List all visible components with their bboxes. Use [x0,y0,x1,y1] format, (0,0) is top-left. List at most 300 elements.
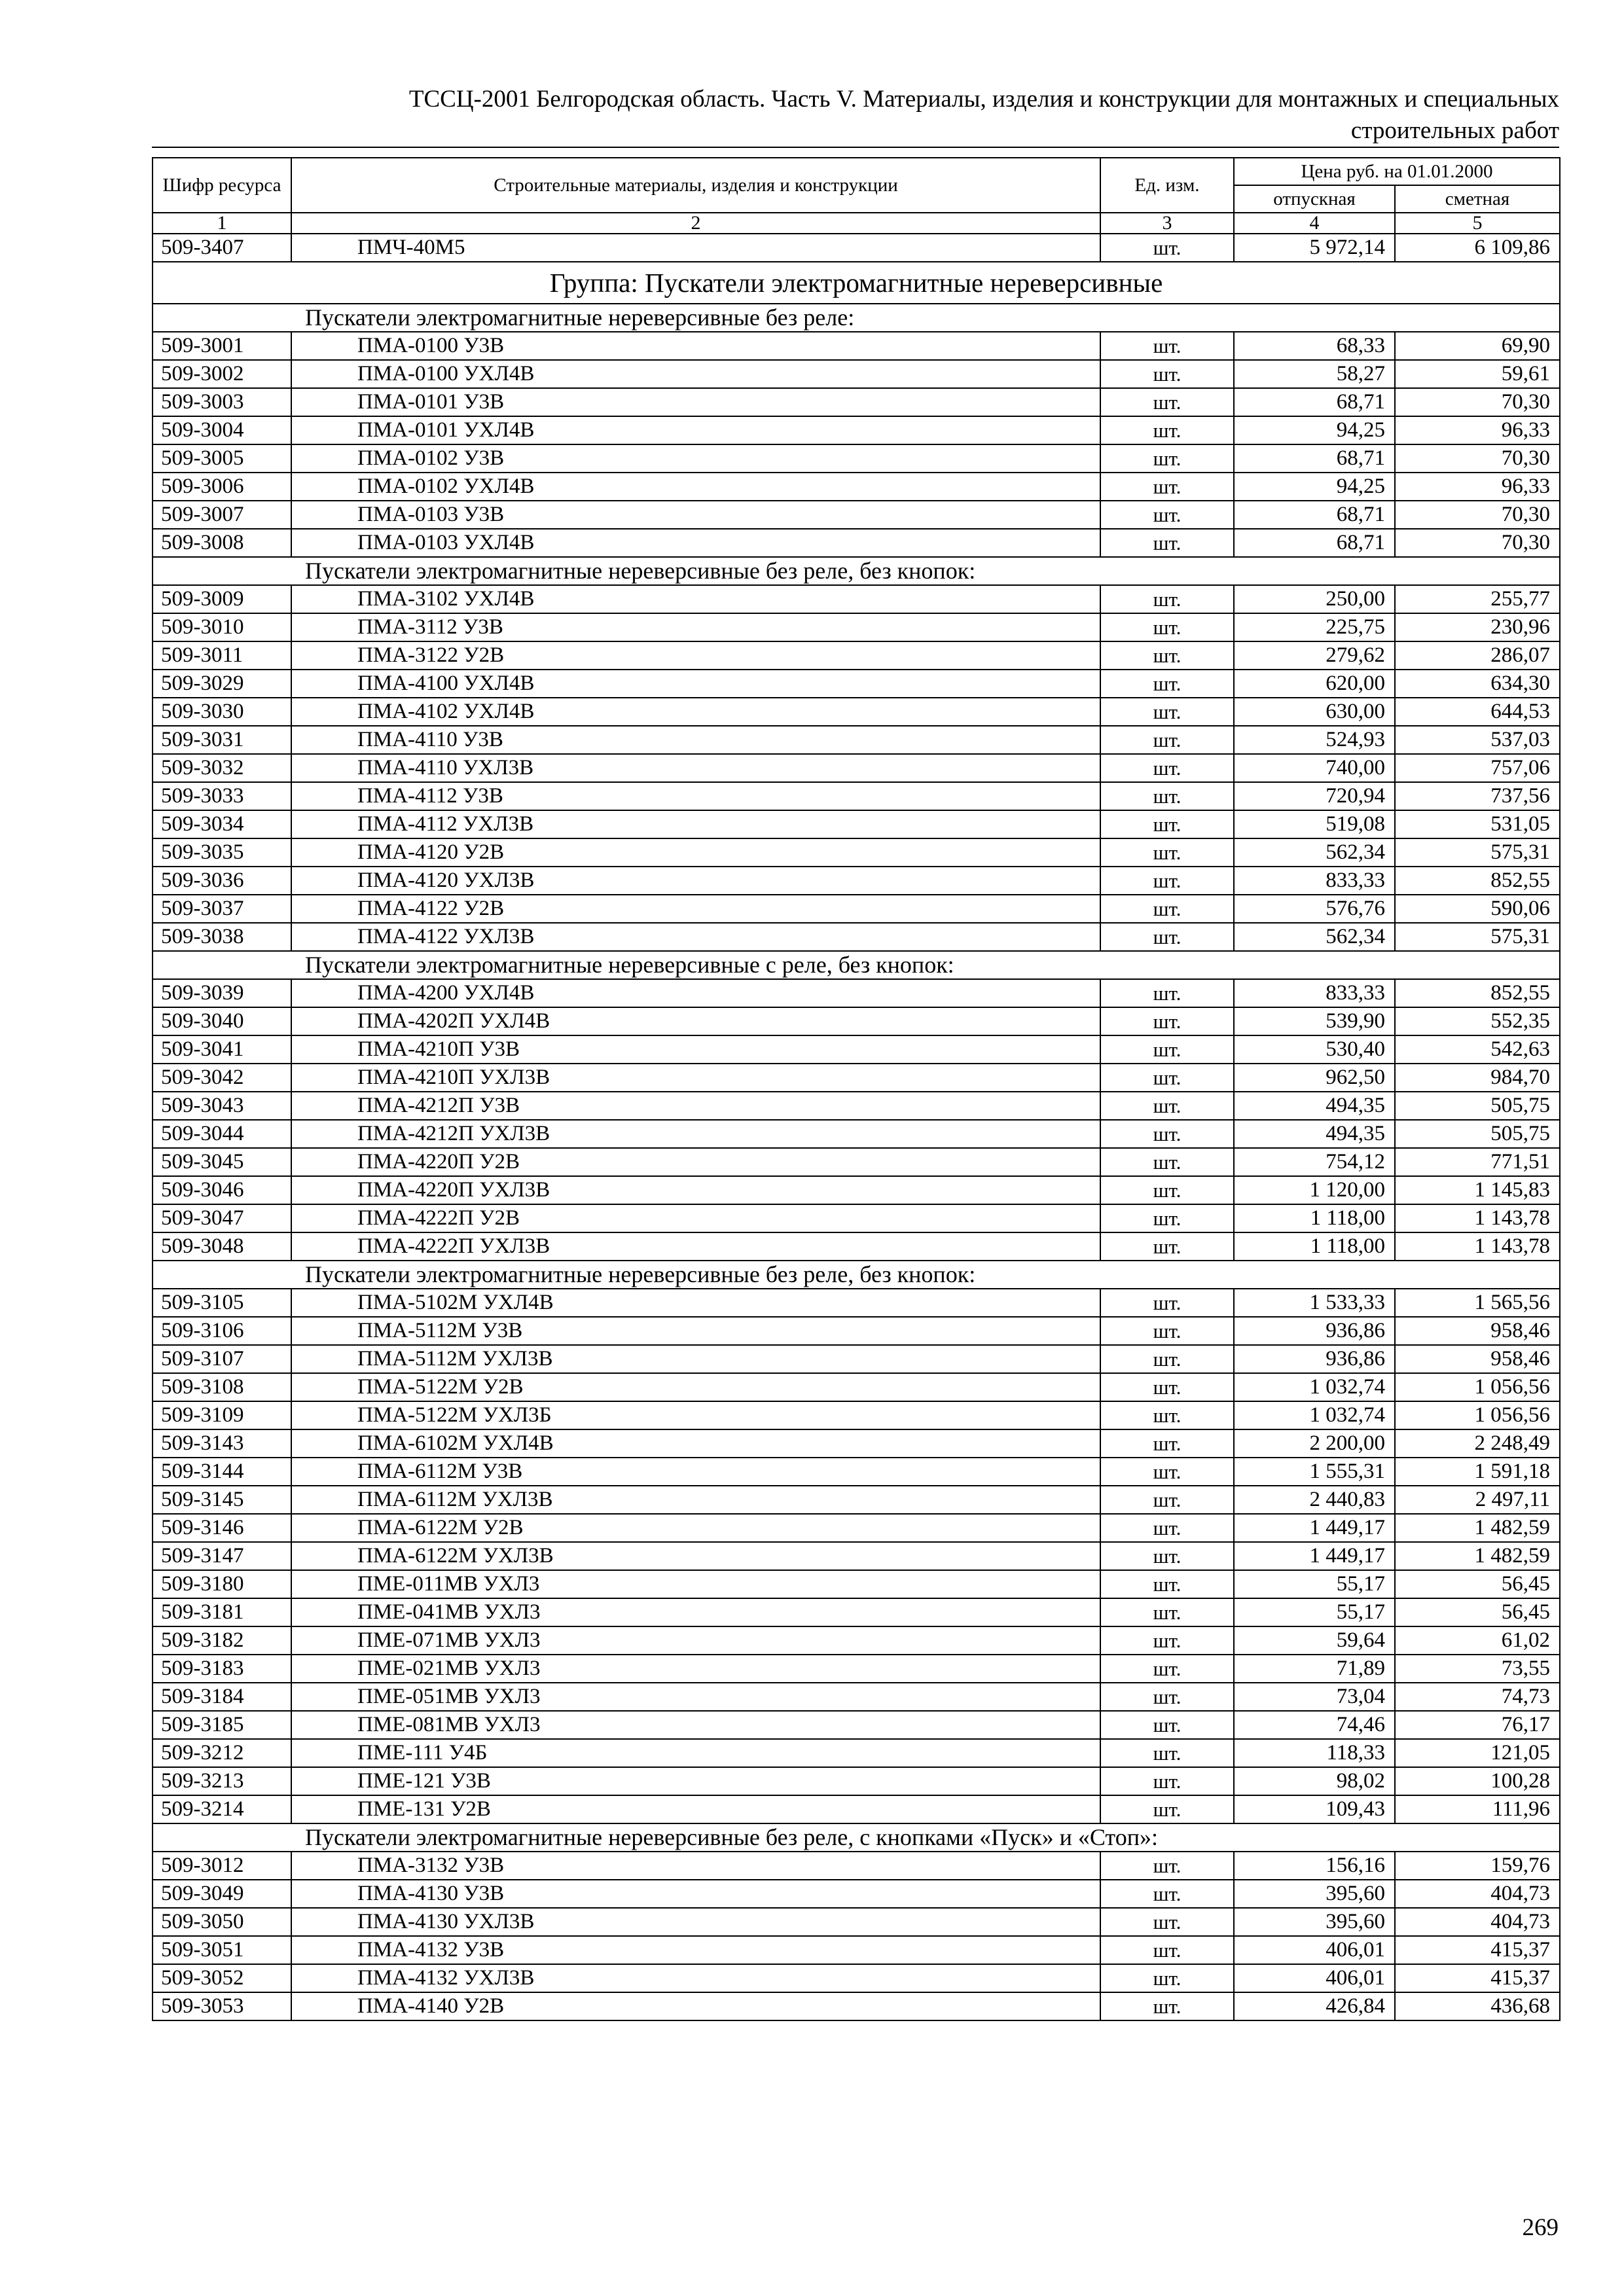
cell-name: ПМА-0101 У3В [291,388,1100,416]
cell-unit: шт. [1100,1317,1234,1345]
cell-estimate-price: 1 143,78 [1395,1204,1560,1232]
cell-name: ПМА-6122М УХЛ3В [291,1542,1100,1570]
cell-code: 509-3007 [153,501,291,529]
cell-name: ПМА-4100 УХЛ4В [291,670,1100,698]
cell-release-price: 494,35 [1234,1120,1395,1148]
cell-unit: шт. [1100,1232,1234,1261]
table-body [153,234,1560,2020]
cell-estimate-price: 634,30 [1395,670,1560,698]
table-row [153,1880,1560,1908]
cell-name: ПМА-4212П У3В [291,1092,1100,1120]
cell-name: ПМА-4132 УХЛ3В [291,1964,1100,1992]
cell-name: ПМА-4200 УХЛ4В [291,979,1100,1007]
cell-unit: шт. [1100,1204,1234,1232]
cell-release-price: 406,01 [1234,1936,1395,1964]
cell-code: 509-3213 [153,1767,291,1795]
cell-release-price: 68,71 [1234,444,1395,473]
table-row [153,388,1560,416]
cell-code: 509-3009 [153,585,291,613]
cell-code: 509-3212 [153,1739,291,1767]
cell-estimate-price: 159,76 [1395,1852,1560,1880]
subgroup-heading-row [153,1823,1560,1852]
cell-name: ПМА-4130 УХЛ3В [291,1908,1100,1936]
cell-unit: шт. [1100,1092,1234,1120]
cell-code: 509-3012 [153,1852,291,1880]
cell-release-price: 71,89 [1234,1655,1395,1683]
cell-code: 509-3035 [153,838,291,867]
cell-code: 509-3037 [153,895,291,923]
group-heading: Группа: Пускатели электромагнитные нереверсивные [153,262,1560,304]
cell-unit: шт. [1100,1964,1234,1992]
table-row [153,529,1560,557]
cell-name: ПМА-4132 У3В [291,1936,1100,1964]
table-row [153,1626,1560,1655]
cell-name: ПМА-0101 УХЛ4В [291,416,1100,444]
table-row [153,895,1560,923]
cell-release-price: 94,25 [1234,416,1395,444]
table-row [153,1514,1560,1542]
cell-code: 509-3039 [153,979,291,1007]
cell-estimate-price: 56,45 [1395,1570,1560,1598]
table-header [153,158,1560,234]
table-row [153,1345,1560,1373]
table-row [153,1232,1560,1261]
cell-name: ПМА-0102 УХЛ4В [291,473,1100,501]
cell-estimate-price: 61,02 [1395,1626,1560,1655]
cell-code: 509-3008 [153,529,291,557]
page-number: 269 [1522,2214,1559,2241]
cell-name: ПМЕ-111 У4Б [291,1739,1100,1767]
cell-name: ПМА-0102 У3В [291,444,1100,473]
price-table [152,157,1561,2021]
cell-code: 509-3033 [153,782,291,810]
cell-code: 509-3180 [153,1570,291,1598]
cell-release-price: 406,01 [1234,1964,1395,1992]
cell-estimate-price: 111,96 [1395,1795,1560,1823]
cell-name: ПМА-4110 УХЛ3В [291,754,1100,782]
cell-release-price: 1 533,33 [1234,1289,1395,1317]
table-row [153,473,1560,501]
cell-name: ПМА-4112 УХЛ3В [291,810,1100,838]
cell-code: 509-3006 [153,473,291,501]
column-number: 1 [153,213,291,234]
cell-estimate-price: 984,70 [1395,1064,1560,1092]
cell-unit: шт. [1100,1767,1234,1795]
table-row [153,1486,1560,1514]
cell-code: 509-3038 [153,923,291,951]
cell-code: 509-3029 [153,670,291,698]
header-code: Шифр ресурса [153,158,291,213]
table-row [153,360,1560,388]
cell-release-price: 1 449,17 [1234,1542,1395,1570]
cell-name: ПМА-5122М УХЛ3Б [291,1401,1100,1429]
cell-code: 509-3003 [153,388,291,416]
cell-code: 509-3043 [153,1092,291,1120]
cell-name: ПМА-4220П У2В [291,1148,1100,1176]
cell-unit: шт. [1100,782,1234,810]
cell-name: ПМА-4110 У3В [291,726,1100,754]
cell-estimate-price: 436,68 [1395,1992,1560,2020]
cell-unit: шт. [1100,1936,1234,1964]
cell-unit: шт. [1100,1007,1234,1035]
cell-code: 509-3145 [153,1486,291,1514]
table-row [153,1289,1560,1317]
cell-code: 509-3109 [153,1401,291,1429]
cell-release-price: 59,64 [1234,1626,1395,1655]
cell-release-price: 562,34 [1234,923,1395,951]
cell-code: 509-3041 [153,1035,291,1064]
table-row [153,1964,1560,1992]
cell-estimate-price: 1 056,56 [1395,1401,1560,1429]
cell-unit: шт. [1100,360,1234,388]
table-row [153,1458,1560,1486]
cell-estimate-price: 404,73 [1395,1908,1560,1936]
table-row [153,416,1560,444]
cell-estimate-price: 6 109,86 [1395,234,1560,262]
table-row [153,923,1560,951]
cell-release-price: 576,76 [1234,895,1395,923]
cell-name: ПМА-4112 У3В [291,782,1100,810]
cell-unit: шт. [1100,1598,1234,1626]
cell-unit: шт. [1100,1626,1234,1655]
cell-release-price: 962,50 [1234,1064,1395,1092]
table-row [153,670,1560,698]
cell-release-price: 539,90 [1234,1007,1395,1035]
subgroup-heading-row [153,1261,1560,1289]
cell-estimate-price: 70,30 [1395,444,1560,473]
cell-release-price: 68,71 [1234,529,1395,557]
cell-unit: шт. [1100,1852,1234,1880]
cell-name: ПМА-4120 У2В [291,838,1100,867]
table-row [153,1598,1560,1626]
cell-unit: шт. [1100,867,1234,895]
cell-code: 509-3036 [153,867,291,895]
cell-release-price: 58,27 [1234,360,1395,388]
cell-name: ПМА-4122 У2В [291,895,1100,923]
cell-release-price: 1 449,17 [1234,1514,1395,1542]
cell-release-price: 1 118,00 [1234,1204,1395,1232]
cell-name: ПМА-3102 УХЛ4В [291,585,1100,613]
cell-unit: шт. [1100,641,1234,670]
table-row [153,585,1560,613]
cell-estimate-price: 531,05 [1395,810,1560,838]
column-number: 4 [1234,213,1395,234]
cell-estimate-price: 230,96 [1395,613,1560,641]
table-row [153,1204,1560,1232]
group-heading-row [153,262,1560,304]
table-row [153,613,1560,641]
cell-unit: шт. [1100,726,1234,754]
cell-code: 509-3106 [153,1317,291,1345]
table-row [153,1064,1560,1092]
cell-unit: шт. [1100,1992,1234,2020]
cell-unit: шт. [1100,1120,1234,1148]
cell-estimate-price: 590,06 [1395,895,1560,923]
cell-unit: шт. [1100,810,1234,838]
cell-unit: шт. [1100,1458,1234,1486]
table-row [153,1429,1560,1458]
cell-release-price: 156,16 [1234,1852,1395,1880]
cell-unit: шт. [1100,416,1234,444]
table-row [153,810,1560,838]
cell-unit: шт. [1100,1514,1234,1542]
cell-name: ПМА-5102М УХЛ4В [291,1289,1100,1317]
cell-release-price: 98,02 [1234,1767,1395,1795]
subgroup-heading: Пускатели электромагнитные нереверсивные без реле, без кнопок: [153,557,1560,585]
cell-release-price: 68,71 [1234,501,1395,529]
cell-estimate-price: 96,33 [1395,416,1560,444]
cell-name: ПМА-3122 У2В [291,641,1100,670]
cell-code: 509-3181 [153,1598,291,1626]
table-row [153,1767,1560,1795]
cell-release-price: 250,00 [1234,585,1395,613]
cell-code: 509-3050 [153,1908,291,1936]
cell-name: ПМА-4122 УХЛ3В [291,923,1100,951]
cell-release-price: 519,08 [1234,810,1395,838]
cell-code: 509-3143 [153,1429,291,1458]
cell-unit: шт. [1100,585,1234,613]
cell-code: 509-3032 [153,754,291,782]
cell-unit: шт. [1100,1148,1234,1176]
cell-unit: шт. [1100,234,1234,262]
subgroup-heading: Пускатели электромагнитные нереверсивные без реле: [153,304,1560,332]
cell-release-price: 225,75 [1234,613,1395,641]
cell-release-price: 55,17 [1234,1570,1395,1598]
cell-estimate-price: 1 056,56 [1395,1373,1560,1401]
cell-release-price: 754,12 [1234,1148,1395,1176]
cell-release-price: 620,00 [1234,670,1395,698]
cell-release-price: 936,86 [1234,1345,1395,1373]
cell-estimate-price: 70,30 [1395,501,1560,529]
cell-estimate-price: 737,56 [1395,782,1560,810]
cell-code: 509-3004 [153,416,291,444]
table-row [153,1908,1560,1936]
cell-name: ПМЕ-011МВ УХЛ3 [291,1570,1100,1598]
cell-unit: шт. [1100,895,1234,923]
cell-estimate-price: 415,37 [1395,1964,1560,1992]
cell-unit: шт. [1100,979,1234,1007]
cell-code: 509-3052 [153,1964,291,1992]
cell-release-price: 530,40 [1234,1035,1395,1064]
cell-unit: шт. [1100,1908,1234,1936]
cell-name: ПМА-0100 У3В [291,332,1100,360]
cell-release-price: 5 972,14 [1234,234,1395,262]
cell-code: 509-3031 [153,726,291,754]
cell-name: ПМА-4212П УХЛ3В [291,1120,1100,1148]
cell-release-price: 68,71 [1234,388,1395,416]
cell-estimate-price: 404,73 [1395,1880,1560,1908]
cell-estimate-price: 1 482,59 [1395,1514,1560,1542]
header-name: Строительные материалы, изделия и конструкции [291,158,1100,213]
table-row [153,1570,1560,1598]
cell-name: ПМА-4140 У2В [291,1992,1100,2020]
cell-estimate-price: 537,03 [1395,726,1560,754]
cell-code: 509-3030 [153,698,291,726]
column-number: 2 [291,213,1100,234]
cell-estimate-price: 1 565,56 [1395,1289,1560,1317]
cell-estimate-price: 121,05 [1395,1739,1560,1767]
table-row [153,867,1560,895]
cell-estimate-price: 771,51 [1395,1148,1560,1176]
cell-unit: шт. [1100,1655,1234,1683]
cell-code: 509-3144 [153,1458,291,1486]
cell-estimate-price: 575,31 [1395,838,1560,867]
cell-unit: шт. [1100,332,1234,360]
cell-code: 509-3040 [153,1007,291,1035]
cell-estimate-price: 74,73 [1395,1683,1560,1711]
cell-unit: шт. [1100,838,1234,867]
cell-estimate-price: 415,37 [1395,1936,1560,1964]
cell-unit: шт. [1100,1289,1234,1317]
header-unit: Ед. изм. [1100,158,1234,213]
cell-name: ПМЕ-041МВ УХЛ3 [291,1598,1100,1626]
cell-name: ПМА-3112 У3В [291,613,1100,641]
cell-code: 509-3147 [153,1542,291,1570]
cell-estimate-price: 2 248,49 [1395,1429,1560,1458]
cell-name: ПМА-4202П УХЛ4В [291,1007,1100,1035]
cell-code: 509-3044 [153,1120,291,1148]
cell-estimate-price: 1 591,18 [1395,1458,1560,1486]
subgroup-heading: Пускатели электромагнитные нереверсивные без реле, без кнопок: [153,1261,1560,1289]
cell-code: 509-3051 [153,1936,291,1964]
cell-code: 509-3146 [153,1514,291,1542]
table-row [153,444,1560,473]
cell-name: ПМА-0100 УХЛ4В [291,360,1100,388]
cell-release-price: 833,33 [1234,867,1395,895]
cell-code: 509-3105 [153,1289,291,1317]
cell-estimate-price: 852,55 [1395,867,1560,895]
cell-code: 509-3010 [153,613,291,641]
cell-unit: шт. [1100,1064,1234,1092]
subgroup-heading-row [153,951,1560,979]
table-row [153,234,1560,262]
cell-name: ПМА-6122М У2В [291,1514,1100,1542]
cell-unit: шт. [1100,1486,1234,1514]
cell-release-price: 118,33 [1234,1739,1395,1767]
table-row [153,1936,1560,1964]
cell-code: 509-3184 [153,1683,291,1711]
cell-estimate-price: 505,75 [1395,1092,1560,1120]
cell-unit: шт. [1100,1176,1234,1204]
cell-code: 509-3108 [153,1373,291,1401]
cell-release-price: 279,62 [1234,641,1395,670]
cell-estimate-price: 644,53 [1395,698,1560,726]
cell-unit: шт. [1100,388,1234,416]
cell-unit: шт. [1100,1035,1234,1064]
table-row [153,1739,1560,1767]
cell-release-price: 94,25 [1234,473,1395,501]
cell-unit: шт. [1100,1373,1234,1401]
cell-code: 509-3045 [153,1148,291,1176]
cell-estimate-price: 69,90 [1395,332,1560,360]
table-row [153,1092,1560,1120]
cell-name: ПМА-5122М У2В [291,1373,1100,1401]
cell-estimate-price: 70,30 [1395,529,1560,557]
cell-estimate-price: 542,63 [1395,1035,1560,1064]
table-row [153,1148,1560,1176]
cell-estimate-price: 255,77 [1395,585,1560,613]
cell-estimate-price: 76,17 [1395,1711,1560,1739]
table-row [153,1992,1560,2020]
cell-estimate-price: 286,07 [1395,641,1560,670]
subgroup-heading-row [153,304,1560,332]
table-row [153,754,1560,782]
table-row [153,782,1560,810]
cell-release-price: 1 118,00 [1234,1232,1395,1261]
column-number: 3 [1100,213,1234,234]
table-row [153,1401,1560,1429]
column-number: 5 [1395,213,1560,234]
subgroup-heading: Пускатели электромагнитные нереверсивные без реле, с кнопками «Пуск» и «Стоп»: [153,1823,1560,1852]
cell-unit: шт. [1100,754,1234,782]
cell-release-price: 426,84 [1234,1992,1395,2020]
cell-estimate-price: 56,45 [1395,1598,1560,1626]
cell-release-price: 2 200,00 [1234,1429,1395,1458]
cell-release-price: 74,46 [1234,1711,1395,1739]
cell-release-price: 395,60 [1234,1908,1395,1936]
cell-code: 509-3048 [153,1232,291,1261]
cell-estimate-price: 70,30 [1395,388,1560,416]
cell-code: 509-3214 [153,1795,291,1823]
cell-name: ПМА-3132 У3В [291,1852,1100,1880]
cell-name: ПМА-4210П У3В [291,1035,1100,1064]
table-row [153,1683,1560,1711]
cell-release-price: 2 440,83 [1234,1486,1395,1514]
cell-release-price: 833,33 [1234,979,1395,1007]
cell-code: 509-3107 [153,1345,291,1373]
cell-code: 509-3049 [153,1880,291,1908]
cell-unit: шт. [1100,1711,1234,1739]
cell-unit: шт. [1100,1880,1234,1908]
cell-name: ПМА-4222П У2В [291,1204,1100,1232]
cell-release-price: 936,86 [1234,1317,1395,1345]
cell-estimate-price: 100,28 [1395,1767,1560,1795]
cell-estimate-price: 1 482,59 [1395,1542,1560,1570]
cell-estimate-price: 958,46 [1395,1345,1560,1373]
table-row [153,1373,1560,1401]
cell-unit: шт. [1100,501,1234,529]
header-title-line1: ТССЦ-2001 Белгородская область. Часть V. Материалы, изделия и конструкции для монтажных и специальных [408,86,1559,113]
cell-code: 509-3001 [153,332,291,360]
cell-unit: шт. [1100,1739,1234,1767]
cell-release-price: 109,43 [1234,1795,1395,1823]
subgroup-heading-row [153,557,1560,585]
cell-release-price: 720,94 [1234,782,1395,810]
cell-estimate-price: 2 497,11 [1395,1486,1560,1514]
cell-name: ПМА-5112М УХЛ3В [291,1345,1100,1373]
cell-name: ПМА-4102 УХЛ4В [291,698,1100,726]
cell-release-price: 55,17 [1234,1598,1395,1626]
table-row [153,838,1560,867]
cell-code: 509-3047 [153,1204,291,1232]
cell-name: ПМЧ-40М5 [291,234,1100,262]
table-row [153,1542,1560,1570]
table-row [153,1795,1560,1823]
cell-name: ПМА-4210П УХЛ3В [291,1064,1100,1092]
cell-unit: шт. [1100,1401,1234,1429]
cell-name: ПМА-4130 У3В [291,1880,1100,1908]
cell-release-price: 562,34 [1234,838,1395,867]
cell-name: ПМА-0103 УХЛ4В [291,529,1100,557]
cell-code: 509-3002 [153,360,291,388]
cell-code: 509-3182 [153,1626,291,1655]
table-row [153,1007,1560,1035]
cell-unit: шт. [1100,1542,1234,1570]
header-price: Цена руб. на 01.01.2000 [1234,158,1560,185]
cell-name: ПМА-6112М У3В [291,1458,1100,1486]
cell-name: ПМА-4120 УХЛ3В [291,867,1100,895]
cell-release-price: 524,93 [1234,726,1395,754]
